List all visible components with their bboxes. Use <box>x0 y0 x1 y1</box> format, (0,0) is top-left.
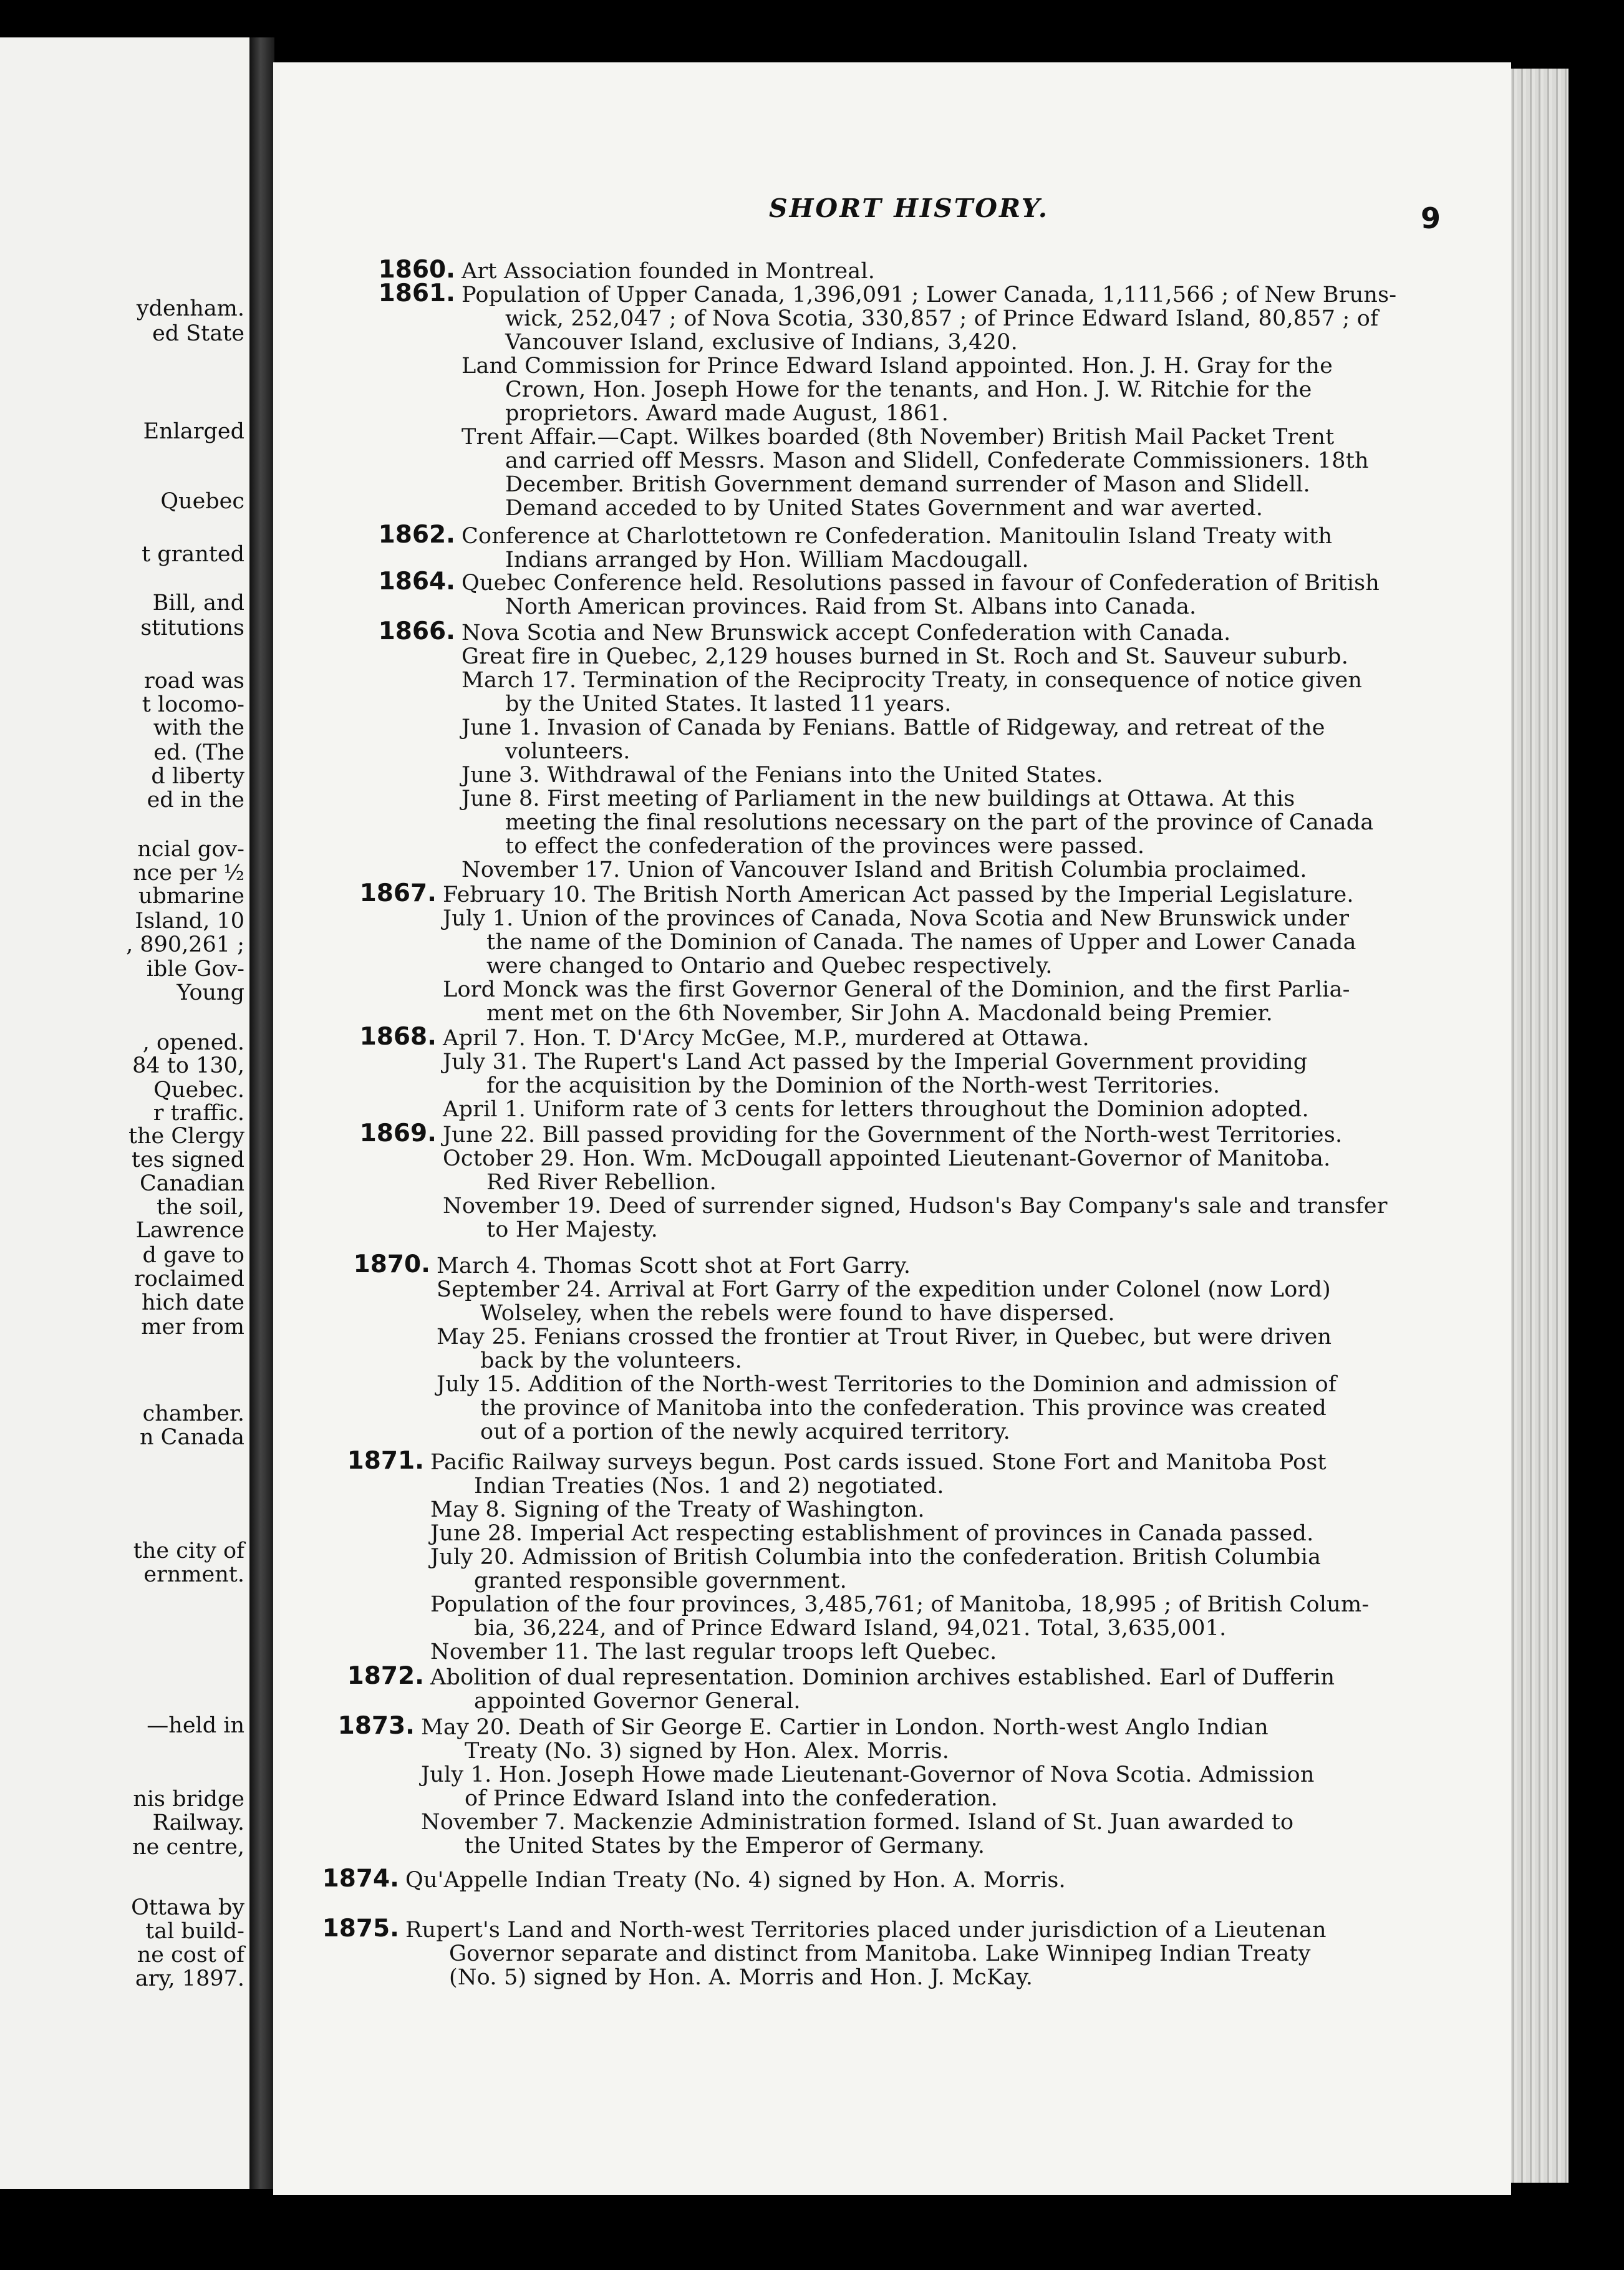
entry-line: meeting the final resolutions necessary on the part of the province of Canada <box>505 810 1374 835</box>
left-page-fragment: Canadian <box>139 1171 244 1196</box>
entry-year: 1860. <box>378 256 455 284</box>
left-page-fragment: t granted <box>142 542 244 567</box>
left-page-fragment: with the <box>153 715 244 740</box>
entry-line: Conference at Charlottetown re Confederation. Manitoulin Island Treaty with <box>462 524 1333 549</box>
left-page-fragment: Quebec. <box>153 1078 244 1103</box>
left-page-fragment: 84 to 130, <box>132 1053 244 1078</box>
entry-year: 1872. <box>347 1662 424 1690</box>
left-page-fragment: , opened. <box>142 1030 244 1055</box>
left-page-fragment: tes signed <box>131 1147 244 1172</box>
entry-line: November 17. Union of Vancouver Island and British Columbia proclaimed. <box>462 857 1307 882</box>
entry-line: Demand acceded to by United States Government and war averted. <box>505 496 1264 521</box>
entry-line: were changed to Ontario and Quebec respectively. <box>486 954 1053 978</box>
entry-line: September 24. Arrival at Fort Garry of the expedition under Colonel (now Lord) <box>437 1277 1331 1302</box>
entry-line: May 25. Fenians crossed the frontier at Trout River, in Quebec, but were driven <box>437 1325 1332 1350</box>
entry-year: 1864. <box>378 568 455 596</box>
entry-year: 1869. <box>359 1119 437 1147</box>
entry-line: granted responsible government. <box>474 1568 847 1593</box>
left-page-fragment: Island, 10 <box>135 909 244 934</box>
entry-line: June 8. First meeting of Parliament in the new buildings at Ottawa. At this <box>462 786 1295 811</box>
left-page-fragment: the Clergy <box>128 1124 244 1149</box>
entry-line: the province of Manitoba into the confederation. This province was created <box>480 1396 1327 1421</box>
entry-line: proprietors. Award made August, 1861. <box>505 401 949 426</box>
entry-line: the name of the Dominion of Canada. The names of Upper and Lower Canada <box>486 930 1356 955</box>
left-page-fragment: ncial gov- <box>137 837 244 862</box>
left-page-fragment: Young <box>176 980 244 1005</box>
left-page-fragment: road was <box>144 669 244 693</box>
left-page-fragment: , 890,261 ; <box>126 932 244 957</box>
entry-year: 1874. <box>322 1865 399 1893</box>
entry-line: Great fire in Quebec, 2,129 houses burned in St. Roch and St. Sauveur suburb. <box>462 644 1349 669</box>
left-page-fragment: d liberty <box>151 764 244 789</box>
entry-line: July 1. Hon. Joseph Howe made Lieutenant-Governor of Nova Scotia. Admission <box>421 1762 1315 1787</box>
entry-line: Crown, Hon. Joseph Howe for the tenants, and Hon. J. W. Ritchie for the <box>505 377 1312 402</box>
entry-line: Lord Monck was the first Governor General of the Dominion, and the first Parlia- <box>443 977 1350 1002</box>
entry-line: appointed Governor General. <box>474 1689 801 1714</box>
left-page-fragment: ne centre, <box>132 1835 244 1860</box>
entry-year: 1870. <box>353 1250 430 1278</box>
left-page-fragment: ydenham. <box>136 296 244 321</box>
left-page-fragment: Railway. <box>152 1810 244 1835</box>
entry-line: Quebec Conference held. Resolutions passed in favour of Confederation of British <box>462 571 1380 596</box>
entry-year: 1875. <box>322 1915 399 1943</box>
entry-line: Treaty (No. 3) signed by Hon. Alex. Morris. <box>465 1739 950 1764</box>
entry-line: bia, 36,224, and of Prince Edward Island, 94,021. Total, 3,635,001. <box>474 1616 1227 1641</box>
entry-year: 1873. <box>337 1712 415 1740</box>
entry-line: for the acquisition by the Dominion of the North-west Territories. <box>486 1073 1220 1098</box>
entry-line: Abolition of dual representation. Dominion archives established. Earl of Dufferin <box>430 1665 1335 1690</box>
right-page <box>273 62 1511 2195</box>
left-page-fragment: ible Gov- <box>146 957 244 982</box>
entry-line: Population of Upper Canada, 1,396,091 ; Lower Canada, 1,111,566 ; of New Bruns- <box>462 283 1397 307</box>
entry-line: and carried off Messrs. Mason and Slidell, Confederate Commissioners. 18th <box>505 448 1369 473</box>
left-page-fragment: nis bridge <box>133 1787 244 1812</box>
entry-line: June 3. Withdrawal of the Fenians into the United States. <box>462 763 1103 788</box>
entry-line: June 22. Bill passed providing for the Government of the North-west Territories. <box>443 1123 1343 1147</box>
entry-line: by the United States. It lasted 11 years. <box>505 692 952 717</box>
left-page-fragment: t locomo- <box>142 692 244 717</box>
entry-line: Governor separate and distinct from Manitoba. Lake Winnipeg Indian Treaty <box>449 1941 1311 1966</box>
entry-line: Art Association founded in Montreal. <box>462 259 876 284</box>
left-page-fragment: stitutions <box>140 616 244 640</box>
entry-line: volunteers. <box>505 739 631 764</box>
entry-line: Trent Affair.—Capt. Wilkes boarded (8th November) British Mail Packet Trent <box>462 425 1335 450</box>
entry-year: 1871. <box>347 1447 424 1475</box>
entry-line: July 1. Union of the provinces of Canada, Nova Scotia and New Brunswick under <box>443 906 1350 931</box>
entry-year: 1861. <box>378 279 455 307</box>
entry-line: back by the volunteers. <box>480 1348 742 1373</box>
book-gutter <box>249 37 274 2189</box>
left-page <box>0 37 262 2189</box>
entry-line: Red River Rebellion. <box>486 1170 717 1195</box>
left-page-fragment: mer from <box>141 1315 244 1340</box>
left-page-fragment: n Canada <box>140 1425 244 1450</box>
left-page-fragment: —held in <box>147 1713 244 1738</box>
left-page-fragment: ed State <box>152 321 244 346</box>
entry-line: Pacific Railway surveys begun. Post cards issued. Stone Fort and Manitoba Post <box>430 1450 1327 1475</box>
entry-line: Qu'Appelle Indian Treaty (No. 4) signed by Hon. A. Morris. <box>405 1868 1066 1893</box>
left-page-fragment: ne cost of <box>137 1943 244 1968</box>
entry-line: April 1. Uniform rate of 3 cents for letters throughout the Dominion adopted. <box>443 1097 1309 1122</box>
left-page-fragment: roclaimed <box>134 1267 244 1292</box>
entry-line: North American provinces. Raid from St. Albans into Canada. <box>505 594 1197 619</box>
left-page-fragment: Enlarged <box>143 419 244 444</box>
entry-line: Indian Treaties (Nos. 1 and 2) negotiated. <box>474 1474 944 1499</box>
entry-line: Wolseley, when the rebels were found to have dispersed. <box>480 1301 1115 1326</box>
entry-line: June 1. Invasion of Canada by Fenians. Battle of Ridgeway, and retreat of the <box>462 715 1325 740</box>
entry-line: March 17. Termination of the Reciprocity Treaty, in consequence of notice given <box>462 668 1363 693</box>
entry-line: May 20. Death of Sir George E. Cartier in London. North-west Anglo Indian <box>421 1715 1269 1740</box>
entry-line: Land Commission for Prince Edward Island appointed. Hon. J. H. Gray for the <box>462 354 1333 379</box>
entry-line: February 10. The British North American Act passed by the Imperial Legislature. <box>443 882 1354 907</box>
entry-line: December. British Government demand surrender of Mason and Slidell. <box>505 472 1310 497</box>
entry-line: July 31. The Rupert's Land Act passed by the Imperial Government providing <box>443 1050 1308 1075</box>
left-page-fragment: the soil, <box>157 1195 244 1220</box>
entry-line: Vancouver Island, exclusive of Indians, 3,420. <box>505 330 1018 355</box>
entry-line: to Her Majesty. <box>486 1217 658 1242</box>
entry-line: July 20. Admission of British Columbia into the confederation. British Columbia <box>430 1545 1322 1570</box>
left-page-fragment: Quebec <box>160 489 244 514</box>
entry-line: April 7. Hon. T. D'Arcy McGee, M.P., murdered at Ottawa. <box>443 1026 1090 1051</box>
entry-line: Rupert's Land and North-west Territories placed under jurisdiction of a Lieutenan <box>405 1918 1327 1943</box>
left-page-fragment: ernment. <box>143 1562 244 1587</box>
left-page-fragment: chamber. <box>142 1401 244 1426</box>
entry-line: October 29. Hon. Wm. McDougall appointed Lieutenant-Governor of Manitoba. <box>443 1146 1331 1171</box>
entry-year: 1866. <box>378 617 455 645</box>
left-page-fragment: Lawrence <box>135 1218 244 1243</box>
left-page-fragment: ed. (The <box>153 740 244 765</box>
left-page-fragment: nce per ½ <box>133 861 244 886</box>
left-page-fragment: ubmarine <box>138 884 244 909</box>
running-head: SHORT HISTORY. <box>769 193 1050 223</box>
left-page-fragment: tal build- <box>145 1919 244 1944</box>
entry-line: November 7. Mackenzie Administration formed. Island of St. Juan awarded to <box>421 1810 1294 1835</box>
entry-line: ment met on the 6th November, Sir John A. Macdonald being Premier. <box>486 1001 1273 1026</box>
entry-line: to effect the confederation of the provinces were passed. <box>505 834 1145 859</box>
entry-line: June 28. Imperial Act respecting establishment of provinces in Canada passed. <box>430 1521 1314 1546</box>
entry-line: May 8. Signing of the Treaty of Washington. <box>430 1497 925 1522</box>
left-page-fragment: r traffic. <box>153 1101 244 1126</box>
left-page-fragment: hich date <box>141 1290 244 1315</box>
left-page-fragment: ary, 1897. <box>135 1966 244 1991</box>
left-page-fragment: the city of <box>133 1538 244 1563</box>
entry-line: (No. 5) signed by Hon. A. Morris and Hon. J. McKay. <box>449 1965 1033 1990</box>
entry-line: March 4. Thomas Scott shot at Fort Garry. <box>437 1253 911 1278</box>
entry-line: out of a portion of the newly acquired territory. <box>480 1419 1010 1444</box>
left-page-fragment: Ottawa by <box>131 1895 244 1920</box>
entry-year: 1868. <box>359 1023 437 1051</box>
entry-line: Nova Scotia and New Brunswick accept Confederation with Canada. <box>462 621 1231 645</box>
left-page-fragment: ed in the <box>147 788 244 813</box>
entry-line: wick, 252,047 ; of Nova Scotia, 330,857 ; of Prince Edward Island, 80,857 ; of <box>505 306 1379 331</box>
entry-year: 1862. <box>378 521 455 549</box>
entry-line: the United States by the Emperor of Germany. <box>465 1833 985 1858</box>
page-number: 9 <box>1421 201 1441 235</box>
chronology-entries <box>273 62 1511 2195</box>
entry-line: Population of the four provinces, 3,485,761; of Manitoba, 18,995 ; of British Colum- <box>430 1592 1370 1617</box>
entry-line: July 15. Addition of the North-west Territories to the Dominion and admission of <box>437 1372 1337 1397</box>
entry-line: November 19. Deed of surrender signed, Hudson's Bay Company's sale and transfer <box>443 1194 1388 1219</box>
left-page-fragment: d gave to <box>142 1243 244 1268</box>
left-page-fragment: Bill, and <box>152 591 244 616</box>
entry-line: of Prince Edward Island into the confederation. <box>465 1786 998 1811</box>
entry-line: Indians arranged by Hon. William Macdougall. <box>505 548 1029 572</box>
entry-year: 1867. <box>359 879 437 907</box>
entry-line: November 11. The last regular troops left Quebec. <box>430 1640 997 1664</box>
